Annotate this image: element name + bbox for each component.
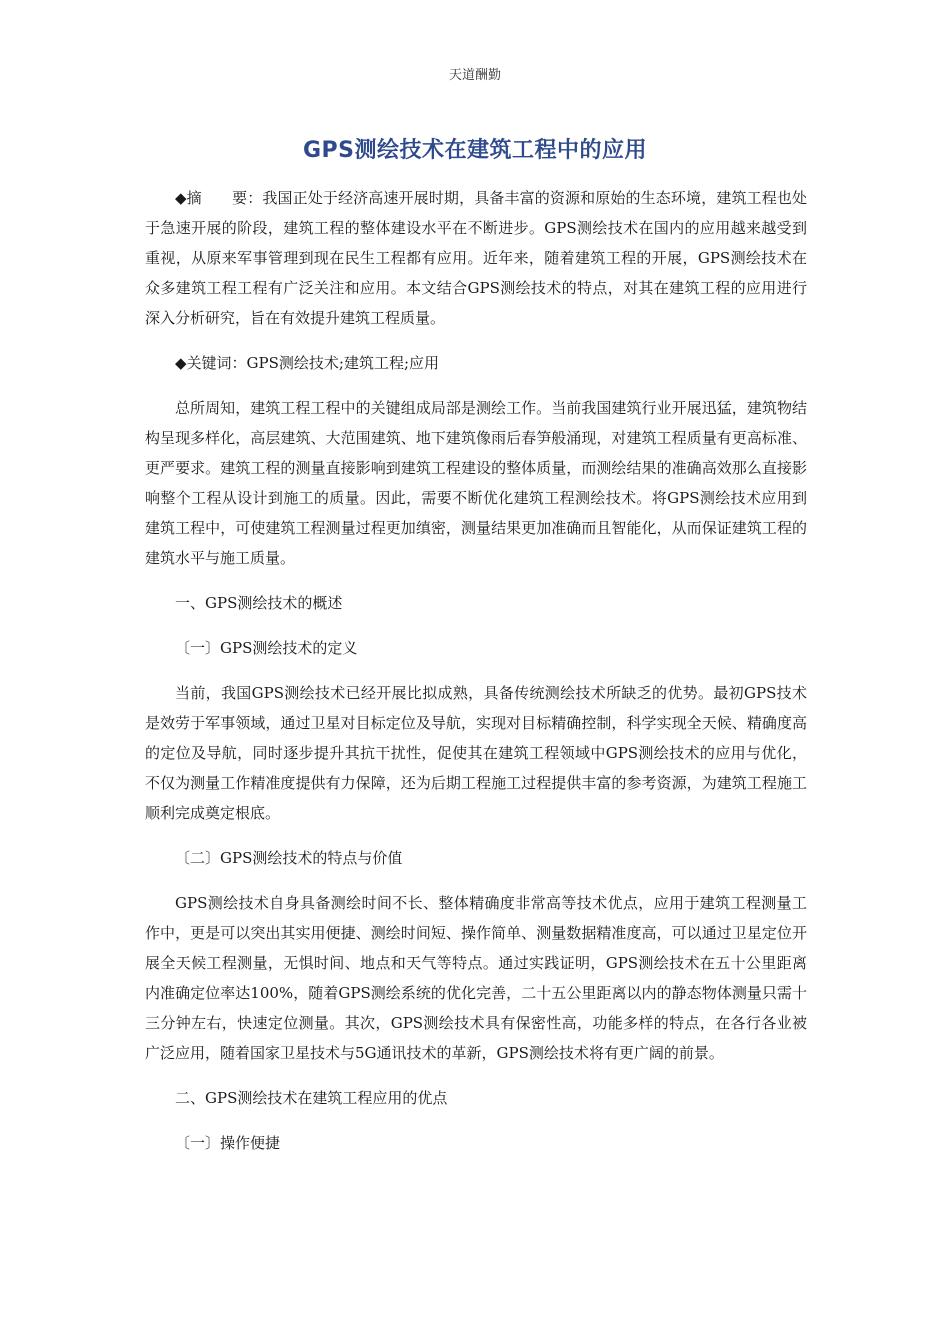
subsection-heading-1-2: 〔二〕GPS测绘技术的特点与价值	[175, 849, 403, 867]
section-heading-1: 一、GPS测绘技术的概述	[175, 594, 343, 612]
intro-paragraph: 总所周知，建筑工程工程中的关键组成局部是测绘工作。当前我国建筑行业开展迅猛，建筑物结构呈现多样化，高层建筑、大范围建筑、地下建筑像雨后春笋般涌现，对建筑工程质量有更高标准、更严要求。建筑工程的测量直接影响到建筑工程建设的整体质量，而测绘结果的准确高效那么直接影响整个工程从设计到施工的质量。因此，需要不断优化建筑工程测绘技术。将GPS测绘技术应用到建筑工程中，可使建筑工程测量过程更加缜密，测量结果更加准确而且智能化，从而保证建筑工程的建筑水平与施工质量。	[145, 399, 807, 567]
subsection-heading-1-1: 〔一〕GPS测绘技术的定义	[175, 639, 358, 657]
abstract-paragraph: ◆摘 要：我国正处于经济高速开展时期，具备丰富的资源和原始的生态环境，建筑工程也处于急速开展的阶段，建筑工程的整体建设水平在不断进步。GPS测绘技术在国内的应用越来越受到重视，从原来军事管理到现在民生工程都有应用。近年来，随着建筑工程的开展，GPS测绘技术在众多建筑工程工程有广泛关注和应用。本文结合GPS测绘技术的特点，对其在建筑工程的应用进行深入分析研究，旨在有效提升建筑工程质量。	[145, 189, 807, 327]
body-paragraph: GPS测绘技术自身具备测绘时间不长、整体精确度非常高等技术优点，应用于建筑工程测量工作中，更是可以突出其实用便捷、测绘时间短、操作简单、测量数据精准度高，可以通过卫星定位开展全天候工程测量，无惧时间、地点和天气等特点。通过实践证明，GPS测绘技术在五十公里距离内准确定位率达100%，随着GPS测绘系统的优化完善，二十五公里距离以内的静态物体测量只需十三分钟左右，快速定位测量。其次，GPS测绘技术具有保密性高，功能多样的特点，在各行各业被广泛应用，随着国家卫星技术与5G通讯技术的革新，GPS测绘技术将有更广阔的前景。	[145, 894, 807, 1062]
page-header: 天道酬勤	[448, 68, 501, 83]
body-paragraph: 当前，我国GPS测绘技术已经开展比拟成熟，具备传统测绘技术所缺乏的优势。最初GPS技术是效劳于军事领域，通过卫星对目标定位及导航，实现对目标精确控制，科学实现全天候、精确度高的定位及导航，同时逐步提升其抗干扰性，促使其在建筑工程领域中GPS测绘技术的应用与优化，不仅为测量工作精准度提供有力保障，还为后期工程施工过程提供丰富的参考资源，为建筑工程施工顺利完成奠定根底。	[145, 684, 807, 822]
keywords-paragraph: ◆关键词：GPS测绘技术;建筑工程;应用	[175, 354, 439, 372]
section-heading-2: 二、GPS测绘技术在建筑工程应用的优点	[175, 1089, 448, 1107]
document-body	[145, 183, 807, 1173]
document-title: GPS测绘技术在建筑工程中的应用	[302, 138, 648, 163]
subsection-heading-2-1: 〔一〕操作便捷	[175, 1134, 281, 1152]
